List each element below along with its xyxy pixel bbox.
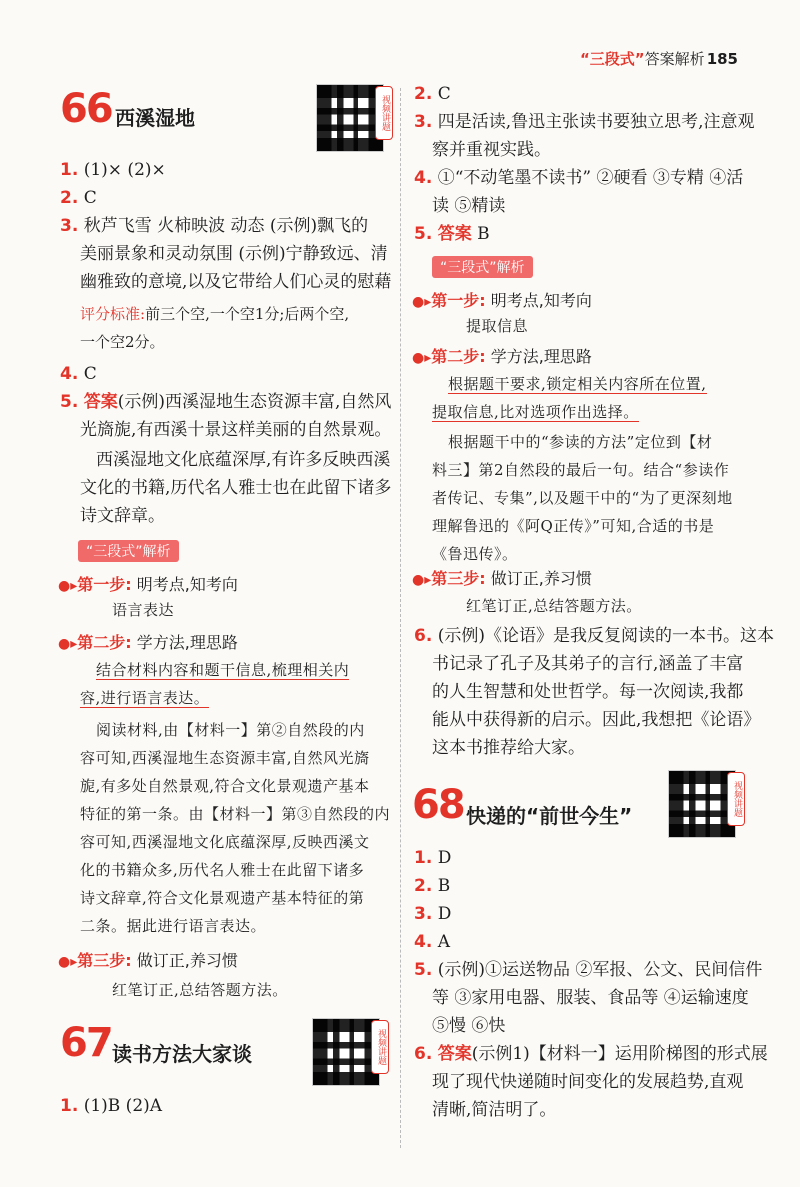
s66-step-1: ●▸第一步: 明考点,知考向 <box>58 575 238 594</box>
s68-answer-5: 5. (示例)①运送物品 ②军报、公文、民间信件 <box>414 960 763 980</box>
s66-para-1: 阅读材料,由【材料一】第②自然段的内 <box>96 721 365 739</box>
header-suffix: 答案解析 <box>644 50 705 68</box>
section-68-title: 快递的“前世今生” <box>466 804 633 828</box>
page-number: 185 <box>706 50 738 68</box>
s68-answer-6: 6. 答案(示例1)【材料一】运用阶梯图的形式展 <box>414 1044 768 1064</box>
s66-para-7: 诗文辞章,符合文化景观遗产基本特征的第 <box>80 889 365 907</box>
s67-answer-4: 4. ①“不动笔墨不读书” ②硬看 ③专精 ④活 <box>414 168 744 188</box>
qr-code-icon[interactable] <box>312 1018 380 1086</box>
s66-answer-2: 2. C <box>60 188 97 208</box>
page-header <box>580 48 738 69</box>
s68-answer-6-line3: 清晰,简洁明了。 <box>432 1100 557 1120</box>
s67-answer-3: 3. 四是活读,鲁迅主张读书要独立思考,注意观 <box>414 112 755 132</box>
s68-answer-1: 1. D <box>414 848 452 868</box>
s66-answer-5-line5: 诗文辞章。 <box>80 506 165 526</box>
s67-answer-1: 1. (1)B (2)A <box>60 1096 163 1116</box>
s68-answer-5-line2: 等 ③家用电器、服装、食品等 ④运输速度 <box>432 988 749 1008</box>
s66-answer-5: 5. 答案(示例)西溪湿地生态资源丰富,自然风 <box>60 392 392 412</box>
section-66-number: 66 <box>60 86 112 132</box>
s66-step-2: ●▸第二步: 学方法,理思路 <box>58 633 238 652</box>
s66-answer-5-line3: 西溪湿地文化底蕴深厚,有许多反映西溪 <box>96 450 391 470</box>
s67-para-5: 《鲁迅传》。 <box>432 545 518 563</box>
s68-answer-3: 3. D <box>414 904 452 924</box>
s66-answer-4: 4. C <box>60 364 97 384</box>
video-tag: 视频讲题 <box>727 772 745 826</box>
s66-para-2: 容可知,西溪湿地生态资源丰富,自然风光旖 <box>80 749 370 767</box>
s66-scoring-line2: 一个空2分。 <box>80 333 165 351</box>
s68-answer-6-line2: 现了现代快递随时间变化的发展趋势,直观 <box>432 1072 744 1092</box>
s66-answer-5-line4: 文化的书籍,历代名人雅士也在此留下诸多 <box>80 478 392 498</box>
s67-answer-6-line4: 能从中获得新的启示。因此,我想把《论语》 <box>432 710 761 730</box>
s67-step-1: ●▸第一步: 明考点,知考向 <box>412 291 592 310</box>
s67-answer-4-line2: 读 ⑤精读 <box>432 196 506 216</box>
s66-answer-5-line2: 光旖旎,有西溪十景这样美丽的自然景观。 <box>80 420 392 440</box>
s67-step-1-body: 提取信息 <box>466 317 529 335</box>
s66-step-3-body: 红笔订正,总结答题方法。 <box>112 981 288 999</box>
s67-para-2: 料三】第2自然段的最后一句。结合“参读作 <box>432 461 730 479</box>
s66-step-3: ●▸第三步: 做订正,养习惯 <box>58 951 238 970</box>
video-tag: 视频讲题 <box>375 86 393 140</box>
column-divider <box>400 88 401 1148</box>
s68-answer-2: 2. B <box>414 876 451 896</box>
s68-answer-5-line3: ⑤慢 ⑥快 <box>432 1016 506 1036</box>
s67-step-2: ●▸第二步: 学方法,理思路 <box>412 347 592 366</box>
s66-step-2-body-2: 容,进行语言表达。 <box>80 689 210 707</box>
s67-answer-6-line2: 书记录了孔子及其弟子的言行,涵盖了丰富 <box>432 654 744 674</box>
s67-para-3: 者传记、专集”,以及题干中的“为了更深刻地 <box>432 489 733 507</box>
qr-code-icon[interactable] <box>316 84 384 152</box>
s67-answer-3-line2: 察并重视实践。 <box>432 140 551 160</box>
s67-para-4: 理解鲁迅的《阿Q正传》”可知,合适的书是 <box>432 517 715 535</box>
section-68-number: 68 <box>412 782 464 828</box>
s68-answer-4: 4. A <box>414 932 450 952</box>
section-66-title: 西溪湿地 <box>115 106 195 130</box>
s67-answer-6-line3: 的人生智慧和处世哲学。每一次阅读,我都 <box>432 682 744 702</box>
s67-step-2-body-2: 提取信息,比对选项作出选择。 <box>432 403 639 421</box>
s66-para-3: 旎,有多处自然景观,符合文化景观遗产基本 <box>80 777 370 795</box>
s67-para-1: 根据题干中的“参读的方法”定位到【材 <box>448 433 713 451</box>
s66-para-6: 化的书籍众多,历代名人雅士在此留下诸多 <box>80 861 365 879</box>
s66-answer-1: 1. (1)× (2)× <box>60 160 166 180</box>
s66-answer-3: 3. 秋芦飞雪 火柿映波 动态 (示例)飘飞的 <box>60 216 369 236</box>
s67-answer-6: 6. (示例)《论语》是我反复阅读的一本书。这本 <box>414 626 774 646</box>
s66-step-1-body: 语言表达 <box>112 601 175 619</box>
s66-para-5: 容可知,西溪湿地文化底蕴深厚,反映西溪文 <box>80 833 370 851</box>
section-67-number: 67 <box>60 1020 112 1066</box>
s66-step-2-body: 结合材料内容和题干信息,梳理相关内 <box>96 661 350 679</box>
s67-step-2-body: 根据题干要求,锁定相关内容所在位置, <box>448 375 707 393</box>
video-tag: 视频讲题 <box>371 1020 389 1074</box>
s66-analysis-tag: “三段式”解析 <box>78 540 179 562</box>
s67-analysis-tag: “三段式”解析 <box>432 256 533 278</box>
qr-code-icon[interactable] <box>668 770 736 838</box>
s66-para-4: 特征的第一条。由【材料一】第③自然段的内 <box>80 805 391 823</box>
s66-answer-3-line3: 幽雅致的意境,以及它带给人们心灵的慰藉 <box>80 272 392 292</box>
s66-answer-3-line2: 美丽景象和灵动氛围 (示例)宁静致远、清 <box>80 244 388 264</box>
s66-scoring: 评分标准:前三个空,一个空1分;后两个空, <box>80 305 350 323</box>
header-brand: “三段式” <box>579 50 645 68</box>
s67-answer-2: 2. C <box>414 84 451 104</box>
s67-step-3: ●▸第三步: 做订正,养习惯 <box>412 569 592 588</box>
s67-step-3-body: 红笔订正,总结答题方法。 <box>466 597 642 615</box>
s67-answer-6-line5: 这本书推荐给大家。 <box>432 738 585 758</box>
s66-para-8: 二条。据此进行语言表达。 <box>80 917 267 935</box>
section-67-title: 读书方法大家谈 <box>112 1042 252 1066</box>
s67-answer-5: 5. 答案 B <box>414 224 490 244</box>
